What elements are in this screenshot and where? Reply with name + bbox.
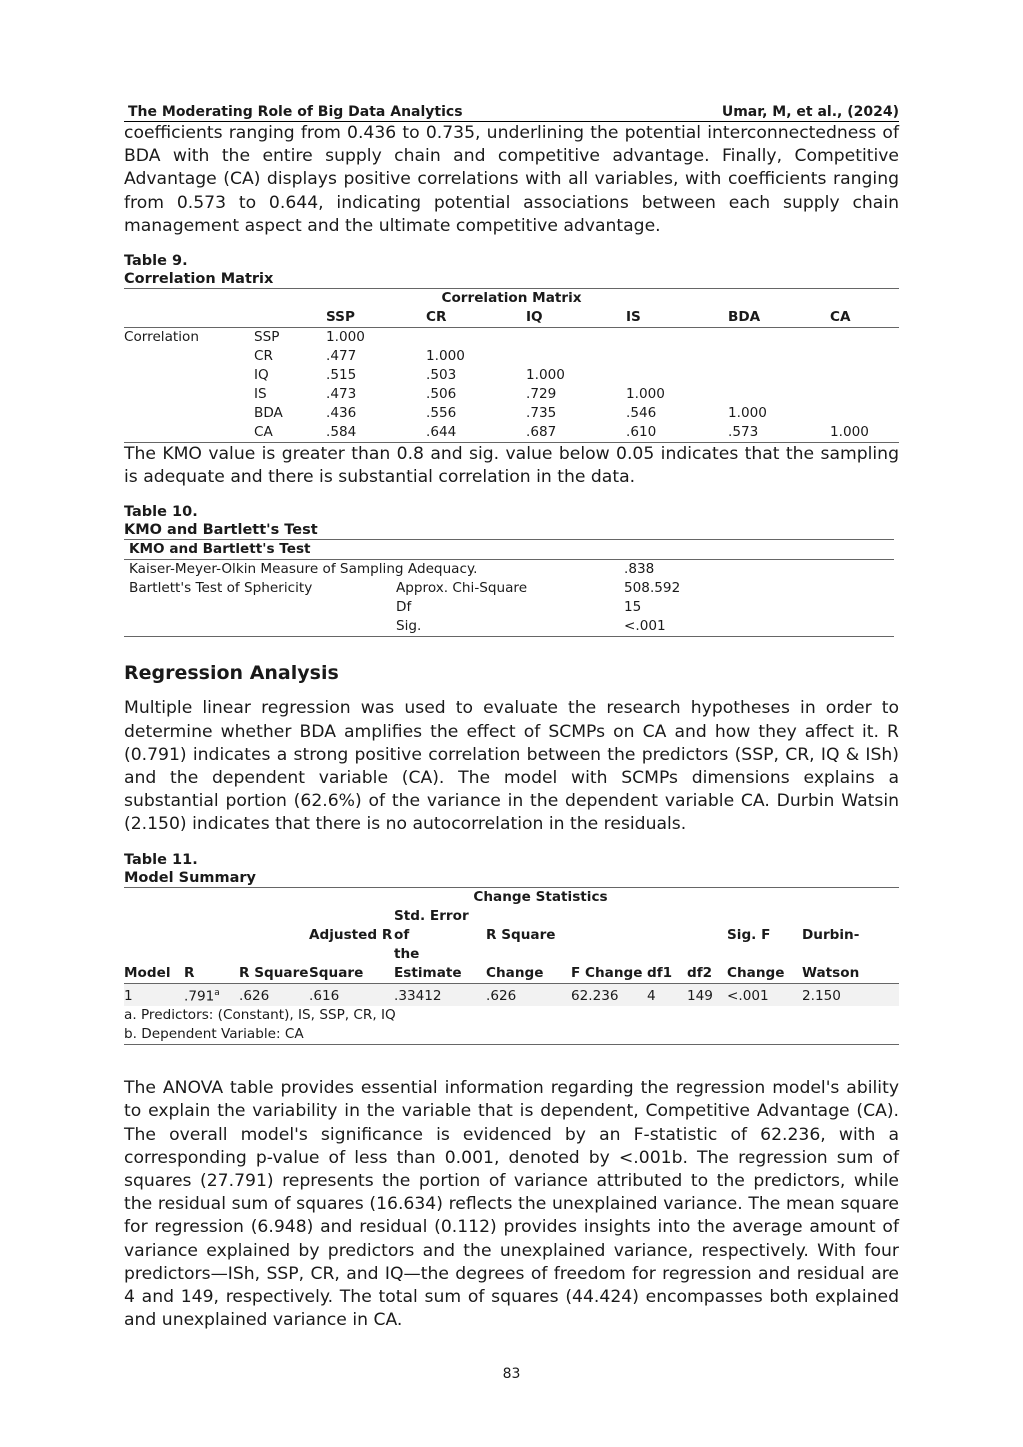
cell: .33412	[394, 983, 486, 1006]
cell: .610	[626, 424, 657, 441]
cell-r: .791$^a$	[184, 983, 239, 1006]
cell	[830, 385, 899, 404]
cell: .616	[309, 983, 394, 1006]
table-row	[124, 347, 899, 366]
col-header: CA	[830, 309, 851, 326]
table10-title: KMO and Bartlett's Test	[124, 522, 318, 539]
cell	[426, 328, 526, 348]
table-row	[124, 366, 899, 385]
cell	[728, 328, 830, 348]
running-header	[124, 104, 899, 122]
cell	[526, 347, 626, 366]
change-statistics-header: Change Statistics	[473, 888, 608, 905]
cell: 1.000	[526, 367, 565, 384]
cell: .515	[326, 367, 357, 384]
cell	[626, 347, 728, 366]
h-dw-1: Durbin-	[802, 926, 860, 943]
cell: .626	[486, 983, 571, 1006]
col-header: IQ	[526, 309, 543, 326]
cell: .473	[326, 386, 357, 403]
kmo-paragraph: The KMO value is greater than 0.8 and sig. value below 0.05 indicates that the sampling is adequate and there is substantial correlation in the data.	[124, 444, 899, 488]
h-df2: df2	[687, 964, 713, 981]
table11-number: Table 11.	[124, 851, 198, 868]
bartlett-label: Bartlett's Test of Sphericity	[129, 580, 313, 597]
correlation-matrix-table	[124, 288, 899, 443]
table10-inner-title: KMO and Bartlett's Test	[129, 541, 311, 558]
cell: .584	[326, 424, 357, 441]
table-row	[124, 560, 894, 580]
col-header: IS	[626, 309, 641, 326]
h-rch-1: R Square	[486, 926, 556, 943]
col-header: SSP	[326, 309, 355, 326]
sig-value: <.001	[624, 618, 666, 635]
cell	[526, 328, 626, 348]
col-header: BDA	[728, 309, 761, 326]
cell	[626, 328, 728, 348]
cell: 2.150	[802, 983, 899, 1006]
table-row	[124, 983, 899, 1006]
cell	[830, 328, 899, 348]
row-label: SSP	[254, 329, 280, 346]
superscript: a	[214, 987, 220, 998]
chi-value: 508.592	[624, 580, 681, 597]
row-group-label: Correlation	[124, 329, 199, 346]
page-body	[124, 104, 899, 1332]
h-r: R	[184, 964, 195, 981]
h-rsq: R Square	[239, 964, 309, 981]
cell	[728, 366, 830, 385]
cell: 62.236	[571, 983, 647, 1006]
intro-paragraph: coefficients ranging from 0.436 to 0.735, underlining the potential interconnectedness of BDA with the entire supply chain and competitive advantage. Finally, Competitive Advantage (CA) displays positive correlations with all variables, with coefficients ranging from 0.573 to 0.644, indicating potential associations between each supply chain management aspect and the ultimate competitive advantage.	[124, 123, 899, 236]
table-row	[124, 404, 899, 423]
cell: .546	[626, 405, 657, 422]
table9-inner-title: Correlation Matrix	[441, 290, 582, 307]
h-std-1: Std. Error of	[394, 907, 469, 943]
table11-title: Model Summary	[124, 869, 256, 886]
cell: .644	[426, 424, 457, 441]
h-model: Model	[124, 964, 171, 981]
cell: .556	[426, 405, 457, 422]
table-row	[124, 423, 899, 443]
cell: 1.000	[326, 329, 365, 346]
h-adj-1: Adjusted R	[309, 926, 393, 943]
kmo-bartlett-table	[124, 539, 894, 637]
page-number: 83	[502, 1366, 521, 1382]
cell	[728, 347, 830, 366]
cell: .729	[526, 386, 557, 403]
cell: 1.000	[426, 348, 465, 365]
h-sig-2: Change	[727, 964, 785, 981]
row-label: CA	[254, 424, 273, 441]
col-header: CR	[426, 309, 447, 326]
row-label: CR	[254, 348, 273, 365]
cell: .687	[526, 424, 557, 441]
cell	[830, 404, 899, 423]
regression-paragraph: Multiple linear regression was used to evaluate the research hypotheses in order to determine whether BDA amplifies the effect of SCMPs on CA and how they affect it. R (0.791) indicates a strong positive correlation between the predictors (SSP, CR, IQ & ISh) and the dependent variable (CA). The model with SCMPs dimensions explains a substantial portion (62.6%) of the variance in the dependent variable CA. Durbin Watsin (2.150) indicates that there is no autocorrelation in the residuals.	[124, 698, 899, 835]
cell: 1	[124, 983, 184, 1006]
h-adj-2: Square	[309, 964, 364, 981]
h-dw-2: Watson	[802, 964, 860, 981]
df-label: Df	[396, 599, 412, 616]
row-label: BDA	[254, 405, 283, 422]
cell: 1.000	[626, 386, 665, 403]
cell	[626, 366, 728, 385]
table-row	[124, 385, 899, 404]
cell: <.001	[727, 983, 802, 1006]
cell	[830, 366, 899, 385]
row-label: IS	[254, 386, 267, 403]
table-row	[124, 328, 899, 348]
table-note-a: a. Predictors: (Constant), IS, SSP, CR, IQ	[124, 1007, 396, 1024]
table-note-b: b. Dependent Variable: CA	[124, 1026, 304, 1043]
table9-title: Correlation Matrix	[124, 271, 274, 288]
h-sig-1: Sig. F	[727, 926, 771, 943]
table-row	[124, 617, 894, 637]
h-df1: df1	[647, 964, 673, 981]
chi-label: Approx. Chi-Square	[396, 580, 528, 597]
model-summary-table	[124, 887, 899, 1046]
table10-number: Table 10.	[124, 504, 198, 521]
sig-label: Sig.	[396, 618, 422, 635]
kmo-value: .838	[624, 561, 655, 578]
anova-paragraph: The ANOVA table provides essential information regarding the regression model's ability to explain the variability in the variable that is dependent, Competitive Advantage (CA). The overall model's significance is evidenced by an F-statistic of 62.236, with a corresponding p-value of less than 0.001, denoted by <.001b. The regression sum of squares (27.791) represents the portion of variance attributed to the predictors, while the residual sum of squares (16.634) reflects the unexplained variance. The mean square for regression (6.948) and residual (0.112) provides insights into the average amount of variance explained by predictors and the unexplained variance, respectively. With four predictors—ISh, SSP, CR, and IQ—the degrees of freedom for regression and residual are 4 and 149, respectively. The total sum of squares (44.424) encompasses both explained and unexplained variance in CA.	[124, 1078, 899, 1331]
table-row	[124, 579, 894, 598]
table9-number: Table 9.	[124, 253, 188, 270]
cell: 1.000	[830, 424, 869, 441]
cell: .506	[426, 386, 457, 403]
cell: .436	[326, 405, 357, 422]
df-value: 15	[624, 599, 642, 616]
header-authors: Umar, M, et al., (2024)	[721, 104, 899, 120]
header-title: The Moderating Role of Big Data Analytics	[128, 104, 463, 120]
h-fch: F Change	[571, 964, 643, 981]
cell: .477	[326, 348, 357, 365]
cell	[830, 347, 899, 366]
regression-heading: Regression Analysis	[124, 662, 339, 685]
cell: .626	[239, 983, 309, 1006]
table-row	[124, 598, 894, 617]
cell	[728, 385, 830, 404]
cell: .503	[426, 367, 457, 384]
cell: 4	[647, 983, 687, 1006]
row-label: IQ	[254, 367, 269, 384]
h-std-2: the Estimate	[394, 945, 462, 981]
cell: 1.000	[728, 405, 767, 422]
cell: 149	[687, 983, 727, 1006]
cell: .735	[526, 405, 557, 422]
kmo-label: Kaiser-Meyer-Olkin Measure of Sampling Adequacy.	[129, 561, 478, 578]
table9-header-row	[124, 308, 899, 328]
cell: .573	[728, 424, 759, 441]
h-rch-2: Change	[486, 964, 544, 981]
